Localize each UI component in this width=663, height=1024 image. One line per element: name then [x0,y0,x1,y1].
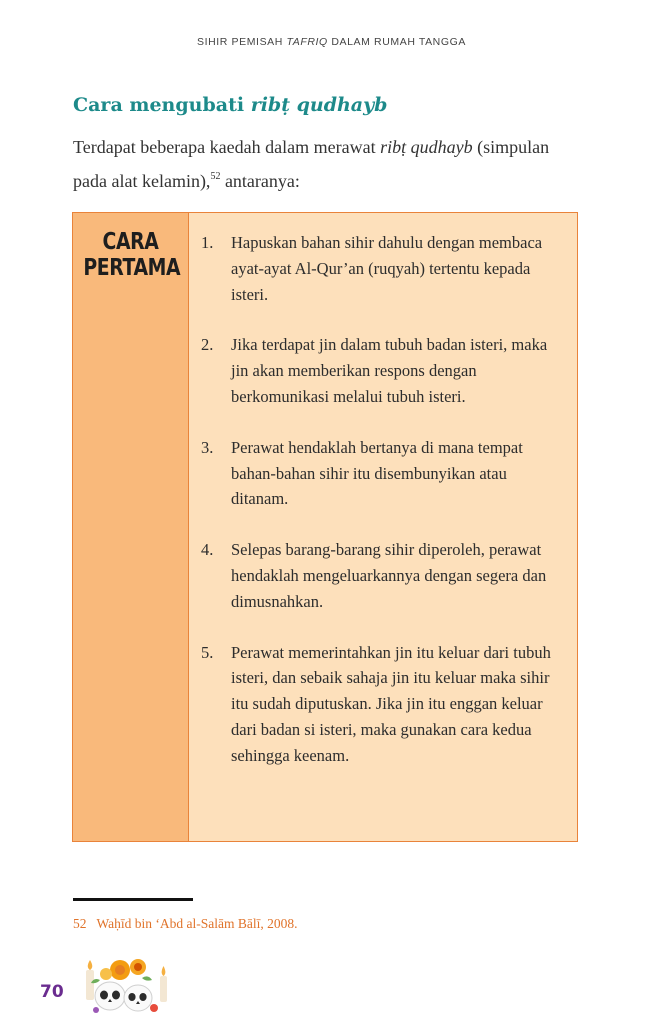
method-label [83,229,181,281]
intro-italic-term: ribṭ qudhayb [380,137,473,157]
running-header-italic: TAFRIQ [286,36,328,48]
intro-paragraph [73,130,583,198]
step-text: Perawat hendaklah bertanya di mana tempat bahan-bahan sihir itu disembunyikan atau ditanam. [231,437,523,509]
step-text: Hapuskan bahan sihir dahulu dengan membaca ayat-ayat Al-Qur’an (ruqyah) tertentu kepada isteri. [231,233,543,304]
step-number: 5. [201,642,214,662]
method-label-line-2: PERTAMA [83,255,181,281]
intro-part-4: antaranya: [220,171,300,191]
intro-part-3: (simpulan pada alat kelamin), [73,137,550,191]
step-item [201,640,563,769]
running-header [0,36,663,48]
method-label-line-1: CARA [102,229,159,255]
step-item [201,537,563,614]
step-number: 3. [201,437,214,457]
step-item [201,332,563,409]
step-number: 4. [201,540,214,560]
skull-flower-candle-illustration-icon [80,956,176,1018]
footnote-number: 52 [73,916,87,931]
running-header-part-3: DALAM RUMAH TANGGA [327,36,467,48]
footnote-text: Waḥīd bin ‘Abd al-Salām Bālī, 2008. [96,916,298,931]
step-number: 2. [201,335,214,355]
steps-list [189,213,577,841]
intro-part-1: Terdapat beberapa kaedah dalam merawat [73,137,381,157]
page-number: 70 [40,982,64,1002]
method-box [72,212,578,842]
running-header-part-1: SIHIR PEMISAH [196,36,287,48]
step-text: Perawat memerintahkan jin itu keluar dari tubuh isteri, dan sebaik sahaja jin itu keluar maka sihir itu sudah diputuskan. Jika jin itu enggan keluar dari badan si isteri, maka gunakan cara kedua sehingga keenam. [231,642,551,765]
footnote-reference[interactable]: 52 [210,171,221,182]
section-title [73,94,387,116]
step-text: Selepas barang-barang sihir diperoleh, perawat hendaklah mengeluarkannya dengan segera dan dimusnahkan. [231,540,547,611]
step-text: Jika terdapat jin dalam tubuh badan isteri, maka jin akan memberikan respons dengan berkomunikasi melalui tubuh isteri. [231,335,548,406]
method-label-panel [73,213,189,841]
section-title-italic: ribṭ qudhayb [250,94,388,116]
step-number: 1. [201,233,214,252]
step-item [201,230,563,307]
section-title-text: Cara mengubati [73,94,251,116]
step-item [201,435,563,512]
footnote-divider [73,898,193,901]
footnote [73,916,298,932]
